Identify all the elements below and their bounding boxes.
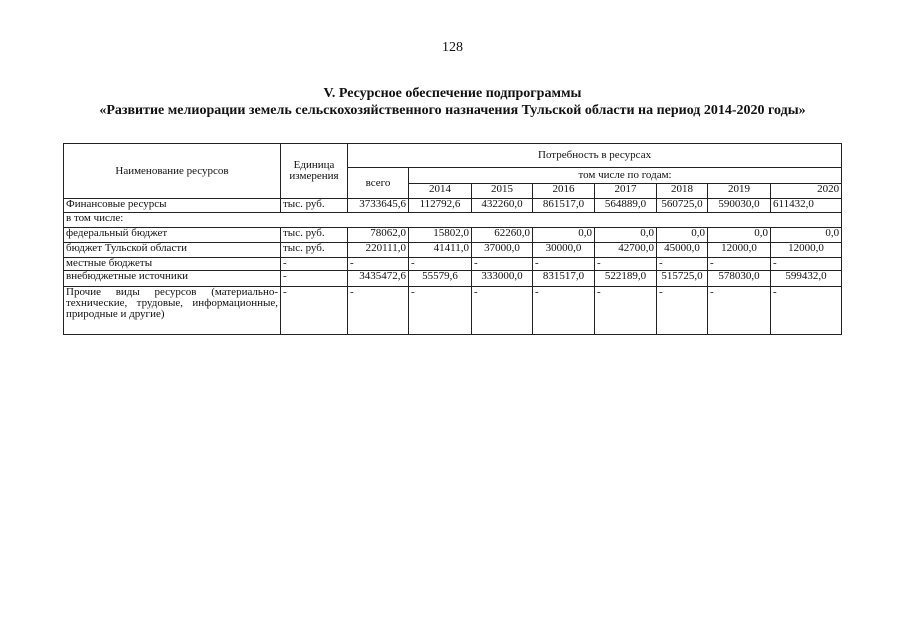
row-value: 861517,0 — [533, 199, 595, 213]
row-value: 560725,0 — [657, 199, 708, 213]
header-year: 2016 — [533, 184, 595, 199]
row-unit: тыс. руб. — [281, 199, 348, 213]
page-number: 128 — [442, 40, 463, 55]
row-value: 30000,0 — [533, 243, 595, 258]
row-value: - — [708, 287, 771, 335]
row-value: - — [771, 258, 842, 271]
row-value: - — [409, 258, 472, 271]
row-value: - — [472, 287, 533, 335]
row-total: 78062,0 — [348, 228, 409, 243]
row-other-resources — [64, 287, 842, 335]
row-financial-resources — [64, 199, 842, 213]
row-value: 41411,0 — [409, 243, 472, 258]
row-value: 564889,0 — [595, 199, 657, 213]
row-value: 55579,6 — [409, 271, 472, 287]
row-local-budgets — [64, 258, 842, 271]
row-unit: тыс. руб. — [281, 228, 348, 243]
header-year: 2018 — [657, 184, 708, 199]
row-total: 3733645,6 — [348, 199, 409, 213]
row-value: 515725,0 — [657, 271, 708, 287]
row-value: 333000,0 — [472, 271, 533, 287]
header-row-1 — [64, 144, 842, 168]
row-value: 42700,0 — [595, 243, 657, 258]
header-year: 2019 — [708, 184, 771, 199]
row-label: бюджет Тульской области — [64, 243, 281, 258]
row-value: 0,0 — [708, 228, 771, 243]
header-total: всего — [348, 168, 409, 199]
row-value: 12000,0 — [771, 243, 842, 258]
row-value: 0,0 — [533, 228, 595, 243]
row-total: 3435472,6 — [348, 271, 409, 287]
row-unit: - — [281, 258, 348, 271]
row-label: местные бюджеты — [64, 258, 281, 271]
row-value: 599432,0 — [771, 271, 842, 287]
row-value: 590030,0 — [708, 199, 771, 213]
row-total: 220111,0 — [348, 243, 409, 258]
row-value: 12000,0 — [708, 243, 771, 258]
row-total: - — [348, 287, 409, 335]
row-label: внебюджетные источники — [64, 271, 281, 287]
row-unit: - — [281, 271, 348, 287]
row-extrabudgetary-sources — [64, 271, 842, 287]
row-value: 0,0 — [771, 228, 842, 243]
row-regional-budget — [64, 243, 842, 258]
row-value: 62260,0 — [472, 228, 533, 243]
row-value: - — [771, 287, 842, 335]
row-unit: тыс. руб. — [281, 243, 348, 258]
row-unit: - — [281, 287, 348, 335]
row-value: 112792,6 — [409, 199, 472, 213]
resource-table — [63, 143, 842, 335]
row-value: - — [409, 287, 472, 335]
header-by-years: том числе по годам: — [409, 168, 842, 184]
row-value: - — [533, 258, 595, 271]
row-value: 611432,0 — [771, 199, 842, 213]
row-value: 432260,0 — [472, 199, 533, 213]
row-value: - — [595, 258, 657, 271]
row-value: 522189,0 — [595, 271, 657, 287]
row-value: - — [472, 258, 533, 271]
row-label: Финансовые ресурсы — [64, 199, 281, 213]
header-resource-name: Наименование ресурсов — [64, 144, 281, 199]
row-value: - — [533, 287, 595, 335]
row-value: - — [708, 258, 771, 271]
row-label: Прочие виды ресурсов (материально-технические, трудовые, информационные, природные и другие) — [64, 287, 281, 335]
row-value: - — [595, 287, 657, 335]
row-value: 37000,0 — [472, 243, 533, 258]
header-year: 2020 — [771, 184, 842, 199]
row-value: 578030,0 — [708, 271, 771, 287]
row-federal-budget — [64, 228, 842, 243]
section-title: V. Ресурсное обеспечение подпрограммы — [323, 86, 582, 101]
header-year: 2017 — [595, 184, 657, 199]
row-value: 15802,0 — [409, 228, 472, 243]
row-value: - — [657, 287, 708, 335]
header-year: 2014 — [409, 184, 472, 199]
row-value: 45000,0 — [657, 243, 708, 258]
row-label: федеральный бюджет — [64, 228, 281, 243]
row-value: 0,0 — [657, 228, 708, 243]
row-including — [64, 213, 842, 228]
row-value: 831517,0 — [533, 271, 595, 287]
header-unit: Единица измерения — [281, 144, 348, 199]
row-total: - — [348, 258, 409, 271]
header-year: 2015 — [472, 184, 533, 199]
row-value: - — [657, 258, 708, 271]
header-need: Потребность в ресурсах — [348, 144, 842, 168]
row-value: 0,0 — [595, 228, 657, 243]
subprogram-title: «Развитие мелиорации земель сельскохозяйственного назначения Тульской области на период 2014-2020 годы» — [99, 103, 806, 118]
row-label: в том числе: — [64, 213, 842, 228]
